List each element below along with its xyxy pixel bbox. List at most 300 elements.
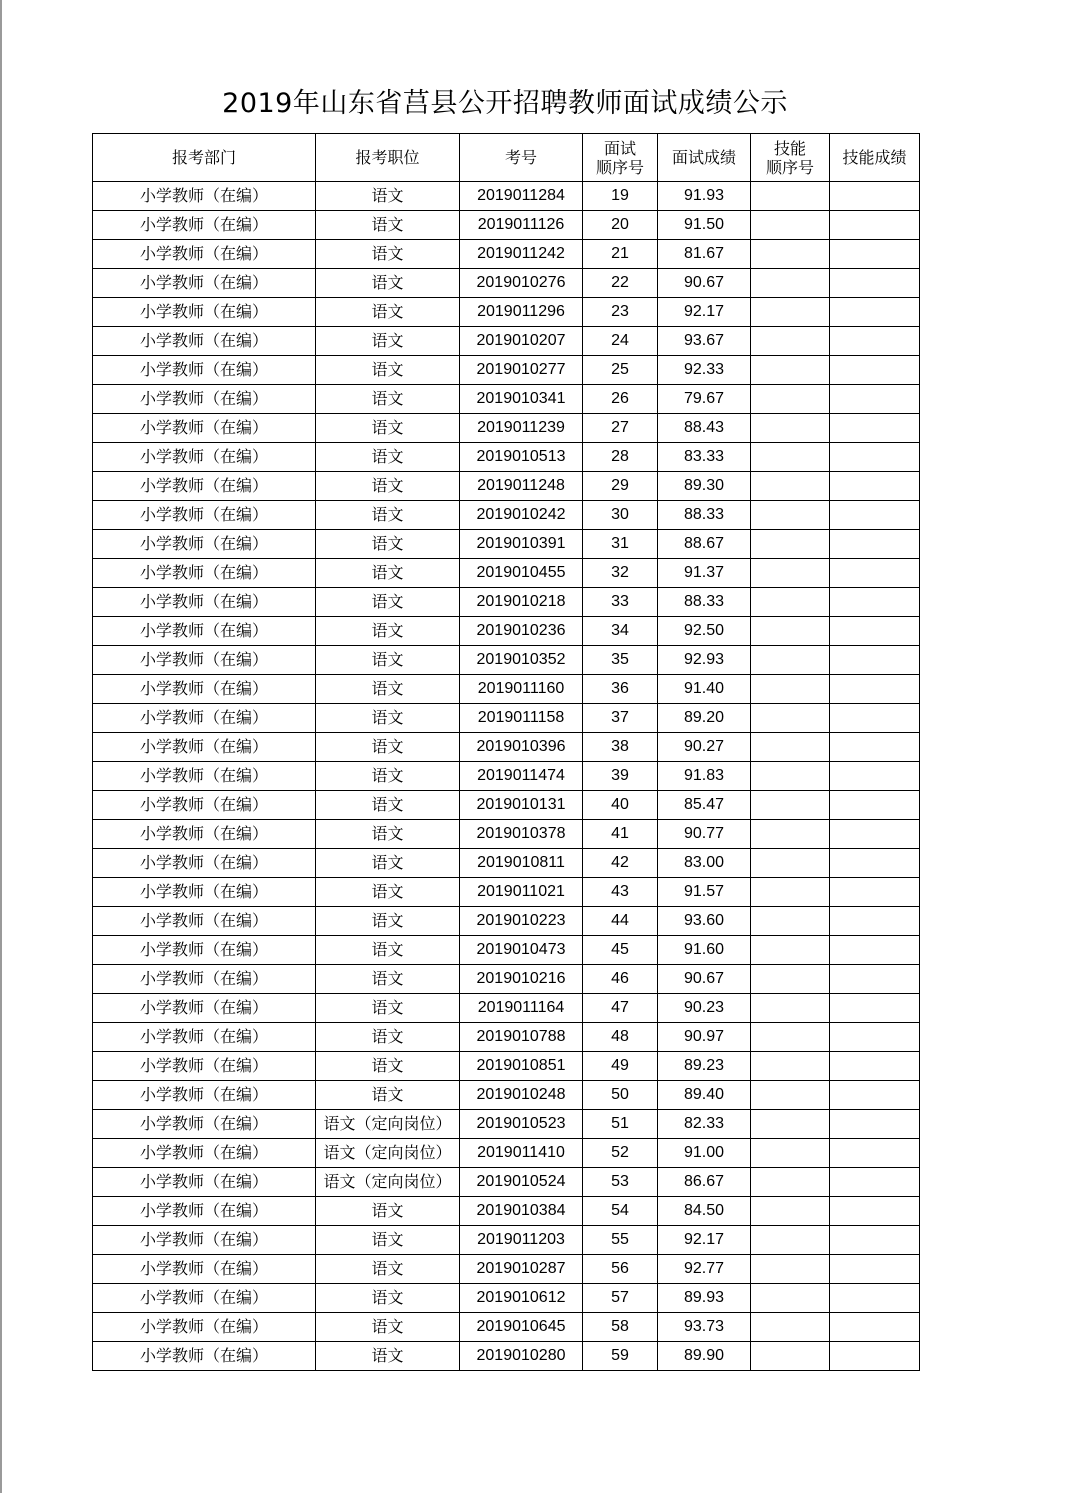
cell-dept: 小学教师（在编） — [93, 791, 316, 820]
cell-dept: 小学教师（在编） — [93, 1313, 316, 1342]
cell-interview-order: 35 — [583, 646, 658, 675]
table-row — [93, 327, 920, 356]
cell-interview-score: 88.43 — [658, 414, 751, 443]
cell-interview-order: 25 — [583, 356, 658, 385]
table-row — [93, 1168, 920, 1197]
cell-skill-order — [751, 298, 830, 327]
cell-interview-order: 21 — [583, 240, 658, 269]
cell-exam-no: 2019011474 — [460, 762, 583, 791]
cell-position: 语文 — [316, 414, 460, 443]
cell-position: 语文 — [316, 530, 460, 559]
table-row — [93, 1226, 920, 1255]
cell-interview-order: 19 — [583, 182, 658, 211]
cell-dept: 小学教师（在编） — [93, 1110, 316, 1139]
cell-interview-order: 58 — [583, 1313, 658, 1342]
cell-skill-order — [751, 443, 830, 472]
cell-interview-score: 91.93 — [658, 182, 751, 211]
cell-dept: 小学教师（在编） — [93, 1255, 316, 1284]
cell-skill-score — [830, 1226, 920, 1255]
cell-exam-no: 2019010207 — [460, 327, 583, 356]
cell-skill-score — [830, 1313, 920, 1342]
cell-position: 语文（定向岗位） — [316, 1110, 460, 1139]
cell-position: 语文 — [316, 1197, 460, 1226]
cell-skill-score — [830, 1052, 920, 1081]
cell-position: 语文 — [316, 762, 460, 791]
cell-interview-score: 88.67 — [658, 530, 751, 559]
cell-dept: 小学教师（在编） — [93, 298, 316, 327]
cell-interview-score: 88.33 — [658, 588, 751, 617]
cell-interview-order: 51 — [583, 1110, 658, 1139]
cell-dept: 小学教师（在编） — [93, 762, 316, 791]
cell-dept: 小学教师（在编） — [93, 907, 316, 936]
cell-skill-order — [751, 356, 830, 385]
cell-exam-no: 2019011410 — [460, 1139, 583, 1168]
cell-interview-order: 49 — [583, 1052, 658, 1081]
cell-position: 语文 — [316, 1052, 460, 1081]
cell-exam-no: 2019010851 — [460, 1052, 583, 1081]
cell-interview-order: 56 — [583, 1255, 658, 1284]
cell-dept: 小学教师（在编） — [93, 414, 316, 443]
cell-skill-score — [830, 1342, 920, 1371]
cell-interview-score: 88.33 — [658, 501, 751, 530]
cell-exam-no: 2019011239 — [460, 414, 583, 443]
table-row — [93, 1023, 920, 1052]
cell-interview-score: 91.83 — [658, 762, 751, 791]
cell-exam-no: 2019010216 — [460, 965, 583, 994]
table-row — [93, 1284, 920, 1313]
cell-skill-score — [830, 849, 920, 878]
cell-dept: 小学教师（在编） — [93, 443, 316, 472]
cell-position: 语文 — [316, 1313, 460, 1342]
cell-position: 语文 — [316, 733, 460, 762]
cell-exam-no: 2019010277 — [460, 356, 583, 385]
cell-position: 语文 — [316, 1081, 460, 1110]
cell-exam-no: 2019011242 — [460, 240, 583, 269]
cell-dept: 小学教师（在编） — [93, 269, 316, 298]
cell-skill-score — [830, 472, 920, 501]
cell-dept: 小学教师（在编） — [93, 501, 316, 530]
cell-skill-order — [751, 1139, 830, 1168]
table-row — [93, 1255, 920, 1284]
cell-dept: 小学教师（在编） — [93, 704, 316, 733]
cell-interview-order: 40 — [583, 791, 658, 820]
table-row — [93, 617, 920, 646]
cell-interview-order: 48 — [583, 1023, 658, 1052]
header-position: 报考职位 — [316, 134, 460, 182]
cell-exam-no: 2019010391 — [460, 530, 583, 559]
results-table — [92, 133, 920, 1371]
table-row — [93, 704, 920, 733]
cell-dept: 小学教师（在编） — [93, 1226, 316, 1255]
cell-skill-score — [830, 791, 920, 820]
cell-skill-order — [751, 269, 830, 298]
cell-skill-order — [751, 385, 830, 414]
cell-position: 语文 — [316, 472, 460, 501]
cell-skill-order — [751, 675, 830, 704]
table-row — [93, 820, 920, 849]
cell-skill-order — [751, 849, 830, 878]
cell-interview-score: 90.77 — [658, 820, 751, 849]
cell-exam-no: 2019010280 — [460, 1342, 583, 1371]
cell-position: 语文 — [316, 878, 460, 907]
table-row — [93, 472, 920, 501]
cell-position: 语文 — [316, 994, 460, 1023]
cell-position: 语文 — [316, 501, 460, 530]
cell-exam-no: 2019010223 — [460, 907, 583, 936]
cell-skill-score — [830, 501, 920, 530]
cell-dept: 小学教师（在编） — [93, 559, 316, 588]
table-row — [93, 385, 920, 414]
cell-skill-order — [751, 733, 830, 762]
cell-dept: 小学教师（在编） — [93, 1168, 316, 1197]
cell-interview-score: 91.40 — [658, 675, 751, 704]
cell-skill-score — [830, 646, 920, 675]
cell-exam-no: 2019010788 — [460, 1023, 583, 1052]
cell-position: 语文 — [316, 675, 460, 704]
cell-skill-score — [830, 675, 920, 704]
cell-interview-score: 89.93 — [658, 1284, 751, 1313]
cell-interview-order: 33 — [583, 588, 658, 617]
table-body — [93, 182, 920, 1371]
cell-skill-score — [830, 530, 920, 559]
cell-position: 语文 — [316, 1023, 460, 1052]
cell-dept: 小学教师（在编） — [93, 936, 316, 965]
table-row — [93, 994, 920, 1023]
cell-interview-score: 92.77 — [658, 1255, 751, 1284]
cell-dept: 小学教师（在编） — [93, 646, 316, 675]
cell-interview-order: 46 — [583, 965, 658, 994]
cell-dept: 小学教师（在编） — [93, 182, 316, 211]
cell-skill-score — [830, 240, 920, 269]
cell-interview-score: 82.33 — [658, 1110, 751, 1139]
cell-dept: 小学教师（在编） — [93, 675, 316, 704]
cell-exam-no: 2019011248 — [460, 472, 583, 501]
cell-interview-order: 43 — [583, 878, 658, 907]
cell-position: 语文 — [316, 646, 460, 675]
table-row — [93, 733, 920, 762]
table-row — [93, 762, 920, 791]
cell-skill-order — [751, 472, 830, 501]
cell-exam-no: 2019010131 — [460, 791, 583, 820]
cell-interview-score: 91.60 — [658, 936, 751, 965]
header-interview-order-line1: 面试 — [603, 138, 636, 158]
table-row — [93, 530, 920, 559]
cell-skill-score — [830, 414, 920, 443]
cell-dept: 小学教师（在编） — [93, 530, 316, 559]
cell-skill-score — [830, 1284, 920, 1313]
cell-interview-score: 93.73 — [658, 1313, 751, 1342]
cell-interview-order: 36 — [583, 675, 658, 704]
cell-interview-score: 91.37 — [658, 559, 751, 588]
cell-position: 语文 — [316, 907, 460, 936]
page-left-edge — [0, 0, 2, 1493]
table-row — [93, 1110, 920, 1139]
cell-interview-score: 90.67 — [658, 965, 751, 994]
cell-dept: 小学教师（在编） — [93, 965, 316, 994]
cell-interview-order: 50 — [583, 1081, 658, 1110]
cell-skill-score — [830, 878, 920, 907]
header-interview-order-line2: 顺序号 — [595, 157, 644, 177]
cell-skill-order — [751, 1168, 830, 1197]
cell-interview-order: 23 — [583, 298, 658, 327]
cell-skill-order — [751, 820, 830, 849]
table-row — [93, 298, 920, 327]
cell-skill-score — [830, 385, 920, 414]
cell-skill-order — [751, 1342, 830, 1371]
cell-skill-score — [830, 182, 920, 211]
table-row — [93, 1342, 920, 1371]
cell-interview-order: 31 — [583, 530, 658, 559]
cell-skill-score — [830, 443, 920, 472]
table-row — [93, 646, 920, 675]
cell-skill-score — [830, 762, 920, 791]
header-skill-order-line2: 顺序号 — [765, 157, 814, 177]
cell-exam-no: 2019011203 — [460, 1226, 583, 1255]
cell-position: 语文 — [316, 791, 460, 820]
cell-skill-order — [751, 501, 830, 530]
table-row — [93, 907, 920, 936]
table-row — [93, 1081, 920, 1110]
cell-skill-order — [751, 1081, 830, 1110]
cell-dept: 小学教师（在编） — [93, 1081, 316, 1110]
cell-position: 语文 — [316, 385, 460, 414]
cell-interview-score: 91.57 — [658, 878, 751, 907]
cell-exam-no: 2019011158 — [460, 704, 583, 733]
cell-exam-no: 2019010811 — [460, 849, 583, 878]
cell-skill-order — [751, 414, 830, 443]
cell-position: 语文 — [316, 1342, 460, 1371]
cell-skill-score — [830, 559, 920, 588]
cell-skill-order — [751, 791, 830, 820]
cell-interview-score: 83.00 — [658, 849, 751, 878]
cell-interview-score: 92.93 — [658, 646, 751, 675]
cell-skill-score — [830, 1110, 920, 1139]
cell-skill-order — [751, 994, 830, 1023]
cell-position: 语文 — [316, 1284, 460, 1313]
cell-skill-order — [751, 878, 830, 907]
cell-interview-order: 20 — [583, 211, 658, 240]
cell-skill-order — [751, 530, 830, 559]
cell-dept: 小学教师（在编） — [93, 994, 316, 1023]
table-row — [93, 588, 920, 617]
header-skill-order-line1: 技能 — [773, 138, 806, 158]
cell-exam-no: 2019010242 — [460, 501, 583, 530]
cell-interview-order: 30 — [583, 501, 658, 530]
cell-exam-no: 2019010473 — [460, 936, 583, 965]
table-row — [93, 849, 920, 878]
cell-skill-score — [830, 704, 920, 733]
cell-exam-no: 2019010523 — [460, 1110, 583, 1139]
cell-skill-order — [751, 1255, 830, 1284]
cell-position: 语文 — [316, 1226, 460, 1255]
cell-interview-order: 53 — [583, 1168, 658, 1197]
cell-interview-score: 81.67 — [658, 240, 751, 269]
cell-interview-order: 54 — [583, 1197, 658, 1226]
cell-skill-order — [751, 965, 830, 994]
cell-interview-score: 85.47 — [658, 791, 751, 820]
cell-skill-order — [751, 704, 830, 733]
cell-interview-score: 84.50 — [658, 1197, 751, 1226]
cell-exam-no: 2019011160 — [460, 675, 583, 704]
cell-interview-score: 89.90 — [658, 1342, 751, 1371]
cell-skill-score — [830, 327, 920, 356]
cell-interview-score: 92.33 — [658, 356, 751, 385]
cell-exam-no: 2019010276 — [460, 269, 583, 298]
table-row — [93, 965, 920, 994]
header-dept: 报考部门 — [93, 134, 316, 182]
cell-skill-order — [751, 617, 830, 646]
cell-dept: 小学教师（在编） — [93, 617, 316, 646]
cell-position: 语文 — [316, 240, 460, 269]
cell-exam-no: 2019010612 — [460, 1284, 583, 1313]
cell-skill-order — [751, 588, 830, 617]
cell-interview-order: 38 — [583, 733, 658, 762]
table-row — [93, 1052, 920, 1081]
cell-dept: 小学教师（在编） — [93, 356, 316, 385]
cell-skill-order — [751, 1052, 830, 1081]
cell-position: 语文 — [316, 182, 460, 211]
table-row — [93, 675, 920, 704]
cell-interview-order: 59 — [583, 1342, 658, 1371]
cell-dept: 小学教师（在编） — [93, 240, 316, 269]
cell-exam-no: 2019010287 — [460, 1255, 583, 1284]
cell-position: 语文 — [316, 327, 460, 356]
cell-skill-score — [830, 1168, 920, 1197]
cell-dept: 小学教师（在编） — [93, 733, 316, 762]
cell-skill-order — [751, 762, 830, 791]
cell-exam-no: 2019011296 — [460, 298, 583, 327]
cell-exam-no: 2019010524 — [460, 1168, 583, 1197]
cell-skill-score — [830, 1023, 920, 1052]
cell-skill-order — [751, 1284, 830, 1313]
header-row — [93, 134, 920, 182]
cell-exam-no: 2019011284 — [460, 182, 583, 211]
cell-position: 语文（定向岗位） — [316, 1168, 460, 1197]
cell-skill-order — [751, 1313, 830, 1342]
cell-exam-no: 2019011164 — [460, 994, 583, 1023]
header-exam-no: 考号 — [460, 134, 583, 182]
cell-skill-score — [830, 1255, 920, 1284]
cell-position: 语文 — [316, 269, 460, 298]
cell-skill-order — [751, 936, 830, 965]
table-row — [93, 182, 920, 211]
cell-dept: 小学教师（在编） — [93, 1139, 316, 1168]
cell-interview-score: 92.17 — [658, 298, 751, 327]
cell-interview-score: 90.67 — [658, 269, 751, 298]
cell-interview-score: 90.23 — [658, 994, 751, 1023]
cell-position: 语文 — [316, 820, 460, 849]
cell-skill-score — [830, 820, 920, 849]
cell-interview-order: 28 — [583, 443, 658, 472]
table-row — [93, 936, 920, 965]
cell-skill-score — [830, 936, 920, 965]
page-title: 2019年山东省莒县公开招聘教师面试成绩公示 — [222, 88, 788, 119]
cell-skill-order — [751, 1226, 830, 1255]
cell-interview-order: 27 — [583, 414, 658, 443]
cell-dept: 小学教师（在编） — [93, 878, 316, 907]
cell-position: 语文 — [316, 298, 460, 327]
cell-skill-score — [830, 211, 920, 240]
cell-dept: 小学教师（在编） — [93, 1197, 316, 1226]
header-skill-score: 技能成绩 — [830, 134, 920, 182]
cell-interview-order: 45 — [583, 936, 658, 965]
cell-position: 语文（定向岗位） — [316, 1139, 460, 1168]
cell-position: 语文 — [316, 617, 460, 646]
table-row — [93, 211, 920, 240]
cell-interview-order: 44 — [583, 907, 658, 936]
cell-position: 语文 — [316, 588, 460, 617]
cell-interview-order: 42 — [583, 849, 658, 878]
table-row — [93, 1197, 920, 1226]
cell-interview-score: 93.60 — [658, 907, 751, 936]
cell-dept: 小学教师（在编） — [93, 1284, 316, 1313]
cell-interview-score: 83.33 — [658, 443, 751, 472]
cell-interview-order: 22 — [583, 269, 658, 298]
cell-interview-order: 34 — [583, 617, 658, 646]
cell-skill-order — [751, 182, 830, 211]
table-row — [93, 878, 920, 907]
cell-skill-score — [830, 617, 920, 646]
cell-skill-score — [830, 588, 920, 617]
cell-exam-no: 2019010645 — [460, 1313, 583, 1342]
cell-exam-no: 2019010513 — [460, 443, 583, 472]
cell-skill-score — [830, 269, 920, 298]
cell-skill-order — [751, 327, 830, 356]
cell-position: 语文 — [316, 965, 460, 994]
cell-position: 语文 — [316, 1255, 460, 1284]
cell-interview-order: 39 — [583, 762, 658, 791]
cell-exam-no: 2019010352 — [460, 646, 583, 675]
cell-skill-score — [830, 907, 920, 936]
cell-skill-score — [830, 733, 920, 762]
cell-dept: 小学教师（在编） — [93, 472, 316, 501]
cell-dept: 小学教师（在编） — [93, 820, 316, 849]
cell-interview-order: 47 — [583, 994, 658, 1023]
table-row — [93, 269, 920, 298]
cell-interview-order: 37 — [583, 704, 658, 733]
cell-dept: 小学教师（在编） — [93, 1052, 316, 1081]
cell-interview-order: 24 — [583, 327, 658, 356]
table-row — [93, 356, 920, 385]
cell-skill-order — [751, 907, 830, 936]
cell-skill-order — [751, 1023, 830, 1052]
header-interview-score: 面试成绩 — [658, 134, 751, 182]
header-skill-order — [751, 134, 830, 182]
cell-position: 语文 — [316, 559, 460, 588]
cell-position: 语文 — [316, 211, 460, 240]
cell-interview-score: 93.67 — [658, 327, 751, 356]
table-row — [93, 559, 920, 588]
cell-skill-order — [751, 646, 830, 675]
cell-interview-score: 91.00 — [658, 1139, 751, 1168]
cell-interview-score: 89.40 — [658, 1081, 751, 1110]
cell-position: 语文 — [316, 704, 460, 733]
cell-exam-no: 2019010236 — [460, 617, 583, 646]
cell-interview-order: 29 — [583, 472, 658, 501]
cell-position: 语文 — [316, 356, 460, 385]
cell-interview-score: 92.17 — [658, 1226, 751, 1255]
table-row — [93, 501, 920, 530]
cell-dept: 小学教师（在编） — [93, 385, 316, 414]
cell-interview-score: 79.67 — [658, 385, 751, 414]
cell-skill-score — [830, 1139, 920, 1168]
header-interview-order — [583, 134, 658, 182]
cell-skill-order — [751, 211, 830, 240]
table-row — [93, 1139, 920, 1168]
cell-interview-score: 90.27 — [658, 733, 751, 762]
table-row — [93, 414, 920, 443]
cell-exam-no: 2019011126 — [460, 211, 583, 240]
